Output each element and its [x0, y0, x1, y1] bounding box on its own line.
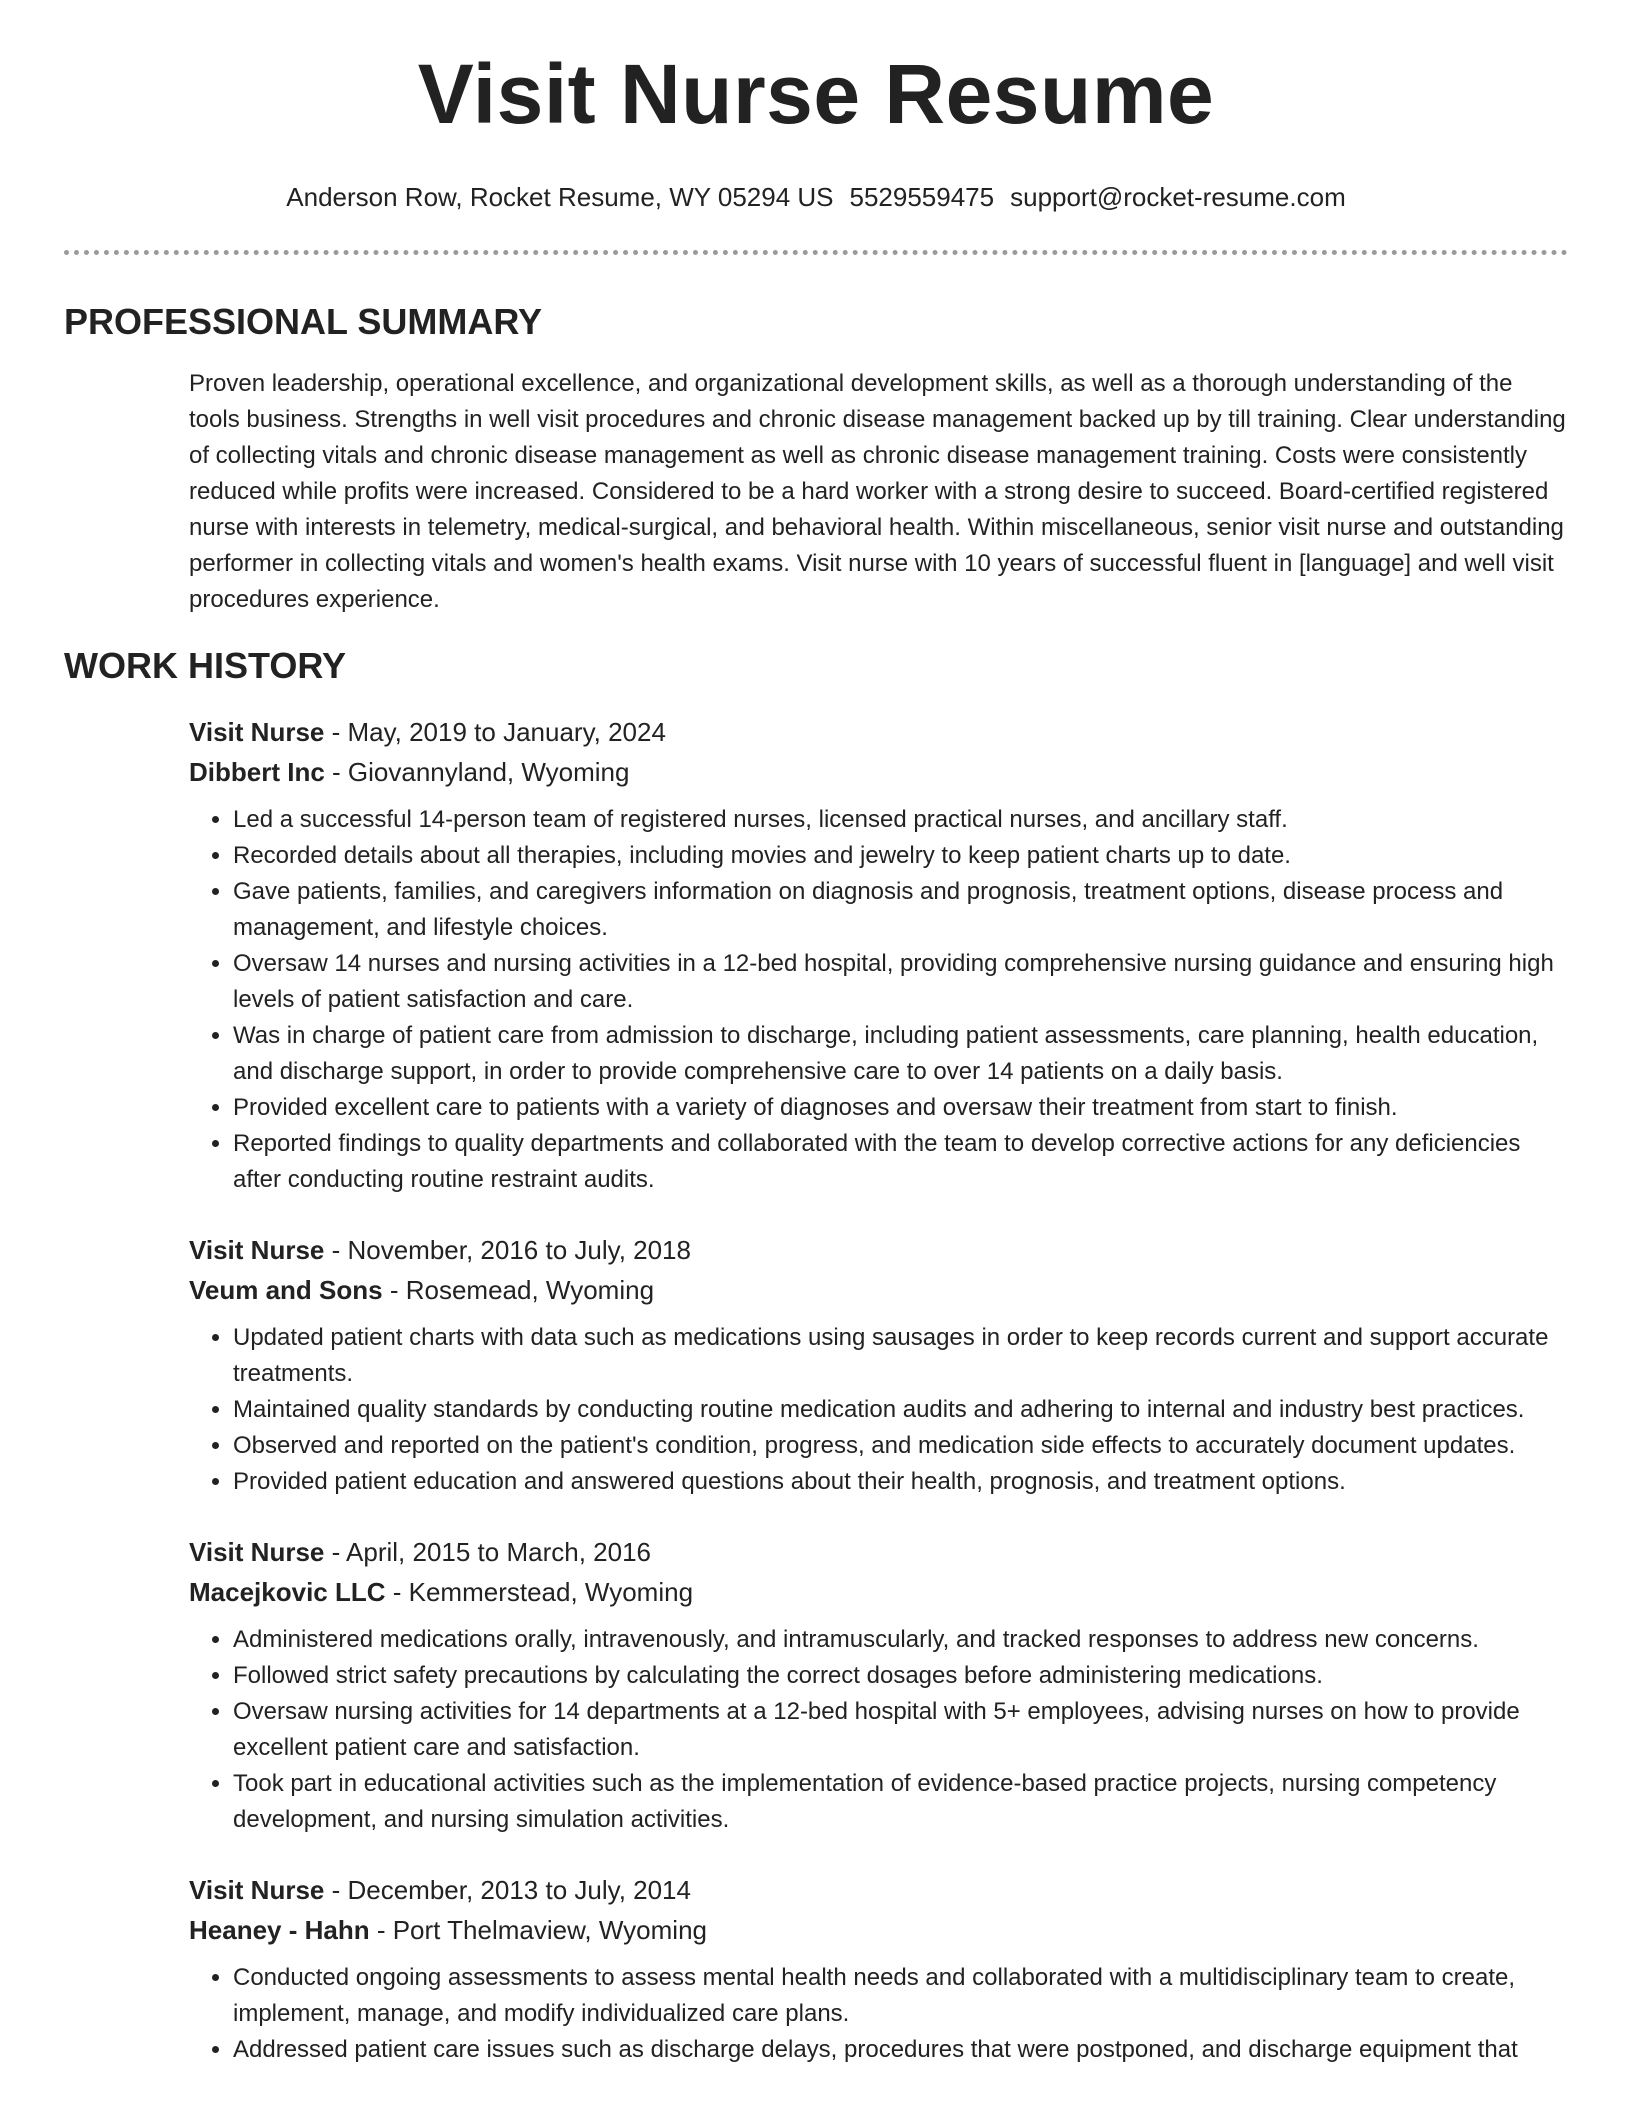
job-company-line	[189, 1270, 1568, 1310]
bullet-item: • Led a successful 14-person team of registered nurses, licensed practical nurses, and ancillary staff.	[233, 802, 1568, 838]
bullet-item: • Maintained quality standards by conducting routine medication audits and adhering to internal and industry best practices.	[233, 1392, 1568, 1428]
contact-phone: 5529559475	[849, 182, 995, 212]
job-title: Visit Nurse	[189, 1875, 325, 1905]
resume-title: Visit Nurse Resume	[417, 47, 1215, 141]
bullet-item: • Observed and reported on the patient's condition, progress, and medication side effects to accurately document updates.	[233, 1428, 1568, 1464]
bullet-item: • Conducted ongoing assessments to assess mental health needs and collaborated with a multidisciplinary team to create, implement, manage, and modify individualized care plans.	[233, 1960, 1568, 2032]
work-history-heading: WORK HISTORY	[64, 645, 347, 686]
bullet-item: • Provided excellent care to patients with a variety of diagnoses and oversaw their treatment from start to finish.	[233, 1090, 1568, 1126]
summary-heading: PROFESSIONAL SUMMARY	[64, 301, 543, 342]
job-title-line	[189, 1230, 1568, 1270]
job-title: Visit Nurse	[189, 1235, 325, 1265]
header-divider	[64, 250, 1568, 255]
job-location: - Giovannyland, Wyoming	[324, 757, 630, 787]
job-title-line	[189, 1532, 1568, 1572]
job-dates: - November, 2016 to July, 2018	[324, 1235, 691, 1265]
bullet-item: • Followed strict safety precautions by calculating the correct dosages before administering medications.	[233, 1658, 1568, 1694]
bullet-item: • Gave patients, families, and caregivers information on diagnosis and prognosis, treatment options, disease process and management, and lifestyle choices.	[233, 874, 1568, 946]
job-entry	[189, 712, 1568, 1198]
contact-address: Anderson Row, Rocket Resume, WY 05294 US	[286, 182, 834, 212]
job-title-line	[189, 712, 1568, 752]
job-bullets	[189, 1622, 1568, 1838]
job-company: Dibbert Inc	[189, 757, 325, 787]
job-dates: - December, 2013 to July, 2014	[324, 1875, 691, 1905]
bullet-item: • Oversaw nursing activities for 14 departments at a 12-bed hospital with 5+ employees, advising nurses on how to provide excellent patient care and satisfaction.	[233, 1694, 1568, 1766]
contact-email: support@rocket-resume.com	[1010, 182, 1346, 212]
job-company: Macejkovic LLC	[189, 1577, 386, 1607]
bullet-item: • Reported findings to quality departments and collaborated with the team to develop corrective actions for any deficiencies after conducting routine restraint audits.	[233, 1126, 1568, 1198]
bullet-item: • Recorded details about all therapies, including movies and jewelry to keep patient charts up to date.	[233, 838, 1568, 874]
work-history-list	[189, 712, 1568, 2100]
bullet-item: • Updated patient charts with data such as medications using sausages in order to keep records current and support accurate treatments.	[233, 1320, 1568, 1392]
bullet-item: • Took part in educational activities such as the implementation of evidence-based practice projects, nursing competency development, and nursing simulation activities.	[233, 1766, 1568, 1838]
job-location: - Port Thelmaview, Wyoming	[369, 1915, 707, 1945]
job-location: - Rosemead, Wyoming	[382, 1275, 655, 1305]
contact-line	[0, 182, 1632, 213]
job-bullets	[189, 802, 1568, 1198]
job-dates: - May, 2019 to January, 2024	[324, 717, 666, 747]
bullet-item: • Administered medications orally, intravenously, and intramuscularly, and tracked responses to address new concerns.	[233, 1622, 1568, 1658]
job-dates: - April, 2015 to March, 2016	[324, 1537, 651, 1567]
bullet-item: • Provided patient education and answered questions about their health, prognosis, and treatment options.	[233, 1464, 1568, 1500]
job-title: Visit Nurse	[189, 717, 325, 747]
job-company: Veum and Sons	[189, 1275, 383, 1305]
job-bullets	[189, 1960, 1568, 2068]
job-title: Visit Nurse	[189, 1537, 325, 1567]
job-company-line	[189, 752, 1568, 792]
bullet-item: • Was in charge of patient care from admission to discharge, including patient assessments, care planning, health education, and discharge support, in order to provide comprehensive care to over 14 patients on a daily basis.	[233, 1018, 1568, 1090]
job-entry	[189, 1230, 1568, 1500]
job-entry	[189, 1532, 1568, 1838]
bullet-item: • Oversaw 14 nurses and nursing activities in a 12-bed hospital, providing comprehensive nursing guidance and ensuring high levels of patient satisfaction and care.	[233, 946, 1568, 1018]
job-bullets	[189, 1320, 1568, 1500]
bullet-item: • Addressed patient care issues such as discharge delays, procedures that were postponed, and discharge equipment that	[233, 2032, 1568, 2068]
job-company-line	[189, 1572, 1568, 1612]
job-title-line	[189, 1870, 1568, 1910]
summary-text: Proven leadership, operational excellence, and organizational development skills, as well as a thorough understanding of the tools business. Strengths in well visit procedures and chronic disease management backed up by till training. Clear understanding of collecting vitals and chronic disease management as well as chronic disease management training. Costs were consistently reduced while profits were increased. Considered to be a hard worker with a strong desire to succeed. Board-certified registered nurse with interests in telemetry, medical-surgical, and behavioral health. Within miscellaneous, senior visit nurse and outstanding performer in collecting vitals and women's health exams. Visit nurse with 10 years of successful fluent in [language] and well visit procedures experience.	[189, 370, 1566, 613]
job-entry	[189, 1870, 1568, 2068]
job-location: - Kemmerstead, Wyoming	[385, 1577, 694, 1607]
job-company: Heaney - Hahn	[189, 1915, 370, 1945]
job-company-line	[189, 1910, 1568, 1950]
